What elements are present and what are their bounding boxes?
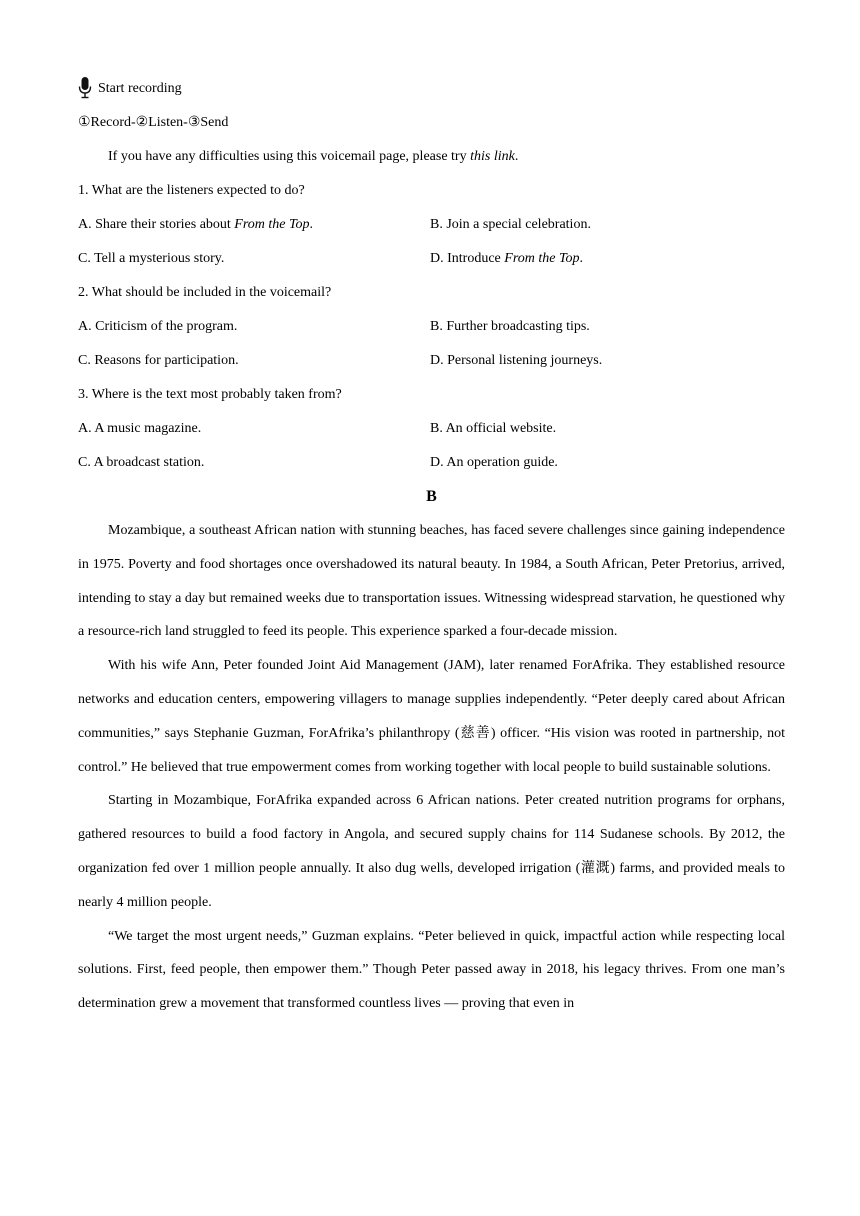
question-2-stem: 2. What should be included in the voicemail? xyxy=(78,285,332,300)
question-2-options-row-2 xyxy=(78,344,785,378)
recording-steps: ①Record-②Listen-③Send xyxy=(78,115,229,130)
section-b-paragraph-3: Starting in Mozambique, ForAfrika expanded across 6 African nations. Peter created nutrition programs for orphans, gathered resources to build a food factory in Angola, and secured supply chains for 114 Sudanese schools. By 2012, the organization fed over 1 million people annually. It also dug wells, developed irrigation (灌溉) farms, and provided meals to nearly 4 million people. xyxy=(78,793,785,910)
document-page xyxy=(78,72,785,1021)
section-b-paragraph-4: “We target the most urgent needs,” Guzman explains. “Peter believed in quick, impactful action while respecting local solutions. First, feed people, then empower them.” Though Peter passed away in 2018, his legacy thrives. From one man’s determination grew a movement that transformed countless lives — proving that even in xyxy=(78,928,785,1012)
question-3-option-b: B. An official website. xyxy=(430,421,557,436)
option-title: From the Top xyxy=(234,217,310,232)
question-1-option-b: B. Join a special celebration. xyxy=(430,217,591,232)
option-punct: . xyxy=(579,251,583,266)
section-b-paragraph-2: With his wife Ann, Peter founded Joint Aid Management (JAM), later renamed ForAfrika. They established resource networks and education centers, empowering villagers to manage supplies independently. “Peter deeply cared about African communities,” says Stephanie Guzman, ForAfrika’s philanthropy (慈善) officer. “His vision was rooted in partnership, not control.” He believed that true empowerment comes from working together with local people to build sustainable solutions. xyxy=(78,658,785,775)
question-1-options-row-2 xyxy=(78,242,785,276)
question-1-option-d xyxy=(430,242,583,276)
option-text: D. Introduce xyxy=(430,251,505,266)
help-link[interactable]: this link xyxy=(470,149,515,164)
question-1-option-a xyxy=(78,208,430,242)
section-b-title: B xyxy=(426,488,437,505)
question-3-options-row-1 xyxy=(78,412,785,446)
question-2-option-b: B. Further broadcasting tips. xyxy=(430,319,590,334)
question-1-stem: 1. What are the listeners expected to do? xyxy=(78,183,305,198)
question-2-options-row-1 xyxy=(78,310,785,344)
option-punct: . xyxy=(309,217,313,232)
start-recording-label[interactable]: Start recording xyxy=(98,81,182,96)
question-3-option-c: C. A broadcast station. xyxy=(78,455,205,470)
help-text xyxy=(78,140,785,174)
question-3-option-a: A. A music magazine. xyxy=(78,421,202,436)
question-1-options-row-1 xyxy=(78,208,785,242)
question-1-option-c: C. Tell a mysterious story. xyxy=(78,251,225,266)
question-2-option-d: D. Personal listening journeys. xyxy=(430,353,603,368)
option-title: From the Top xyxy=(504,251,580,266)
question-3-options-row-2 xyxy=(78,446,785,480)
option-text: A. Share their stories about xyxy=(78,217,235,232)
question-3-option-d: D. An operation guide. xyxy=(430,455,558,470)
start-recording-row[interactable] xyxy=(78,72,785,106)
question-2-option-a: A. Criticism of the program. xyxy=(78,319,238,334)
help-suffix: . xyxy=(514,149,519,164)
microphone-icon[interactable] xyxy=(78,77,92,99)
help-prefix: If you have any difficulties using this voicemail page, please try xyxy=(108,149,471,164)
question-2-option-c: C. Reasons for participation. xyxy=(78,353,239,368)
section-b-paragraph-1: Mozambique, a southeast African nation with stunning beaches, has faced severe challenges since gaining independence in 1975. Poverty and food shortages once overshadowed its natural beauty. In 1984, a South African, Peter Pretorius, arrived, intending to stay a day but remained weeks due to transportation issues. Witnessing widespread starvation, he questioned why a resource-rich land struggled to feed its people. This experience sparked a four-decade mission. xyxy=(78,523,785,640)
question-3-stem: 3. Where is the text most probably taken from? xyxy=(78,387,342,402)
